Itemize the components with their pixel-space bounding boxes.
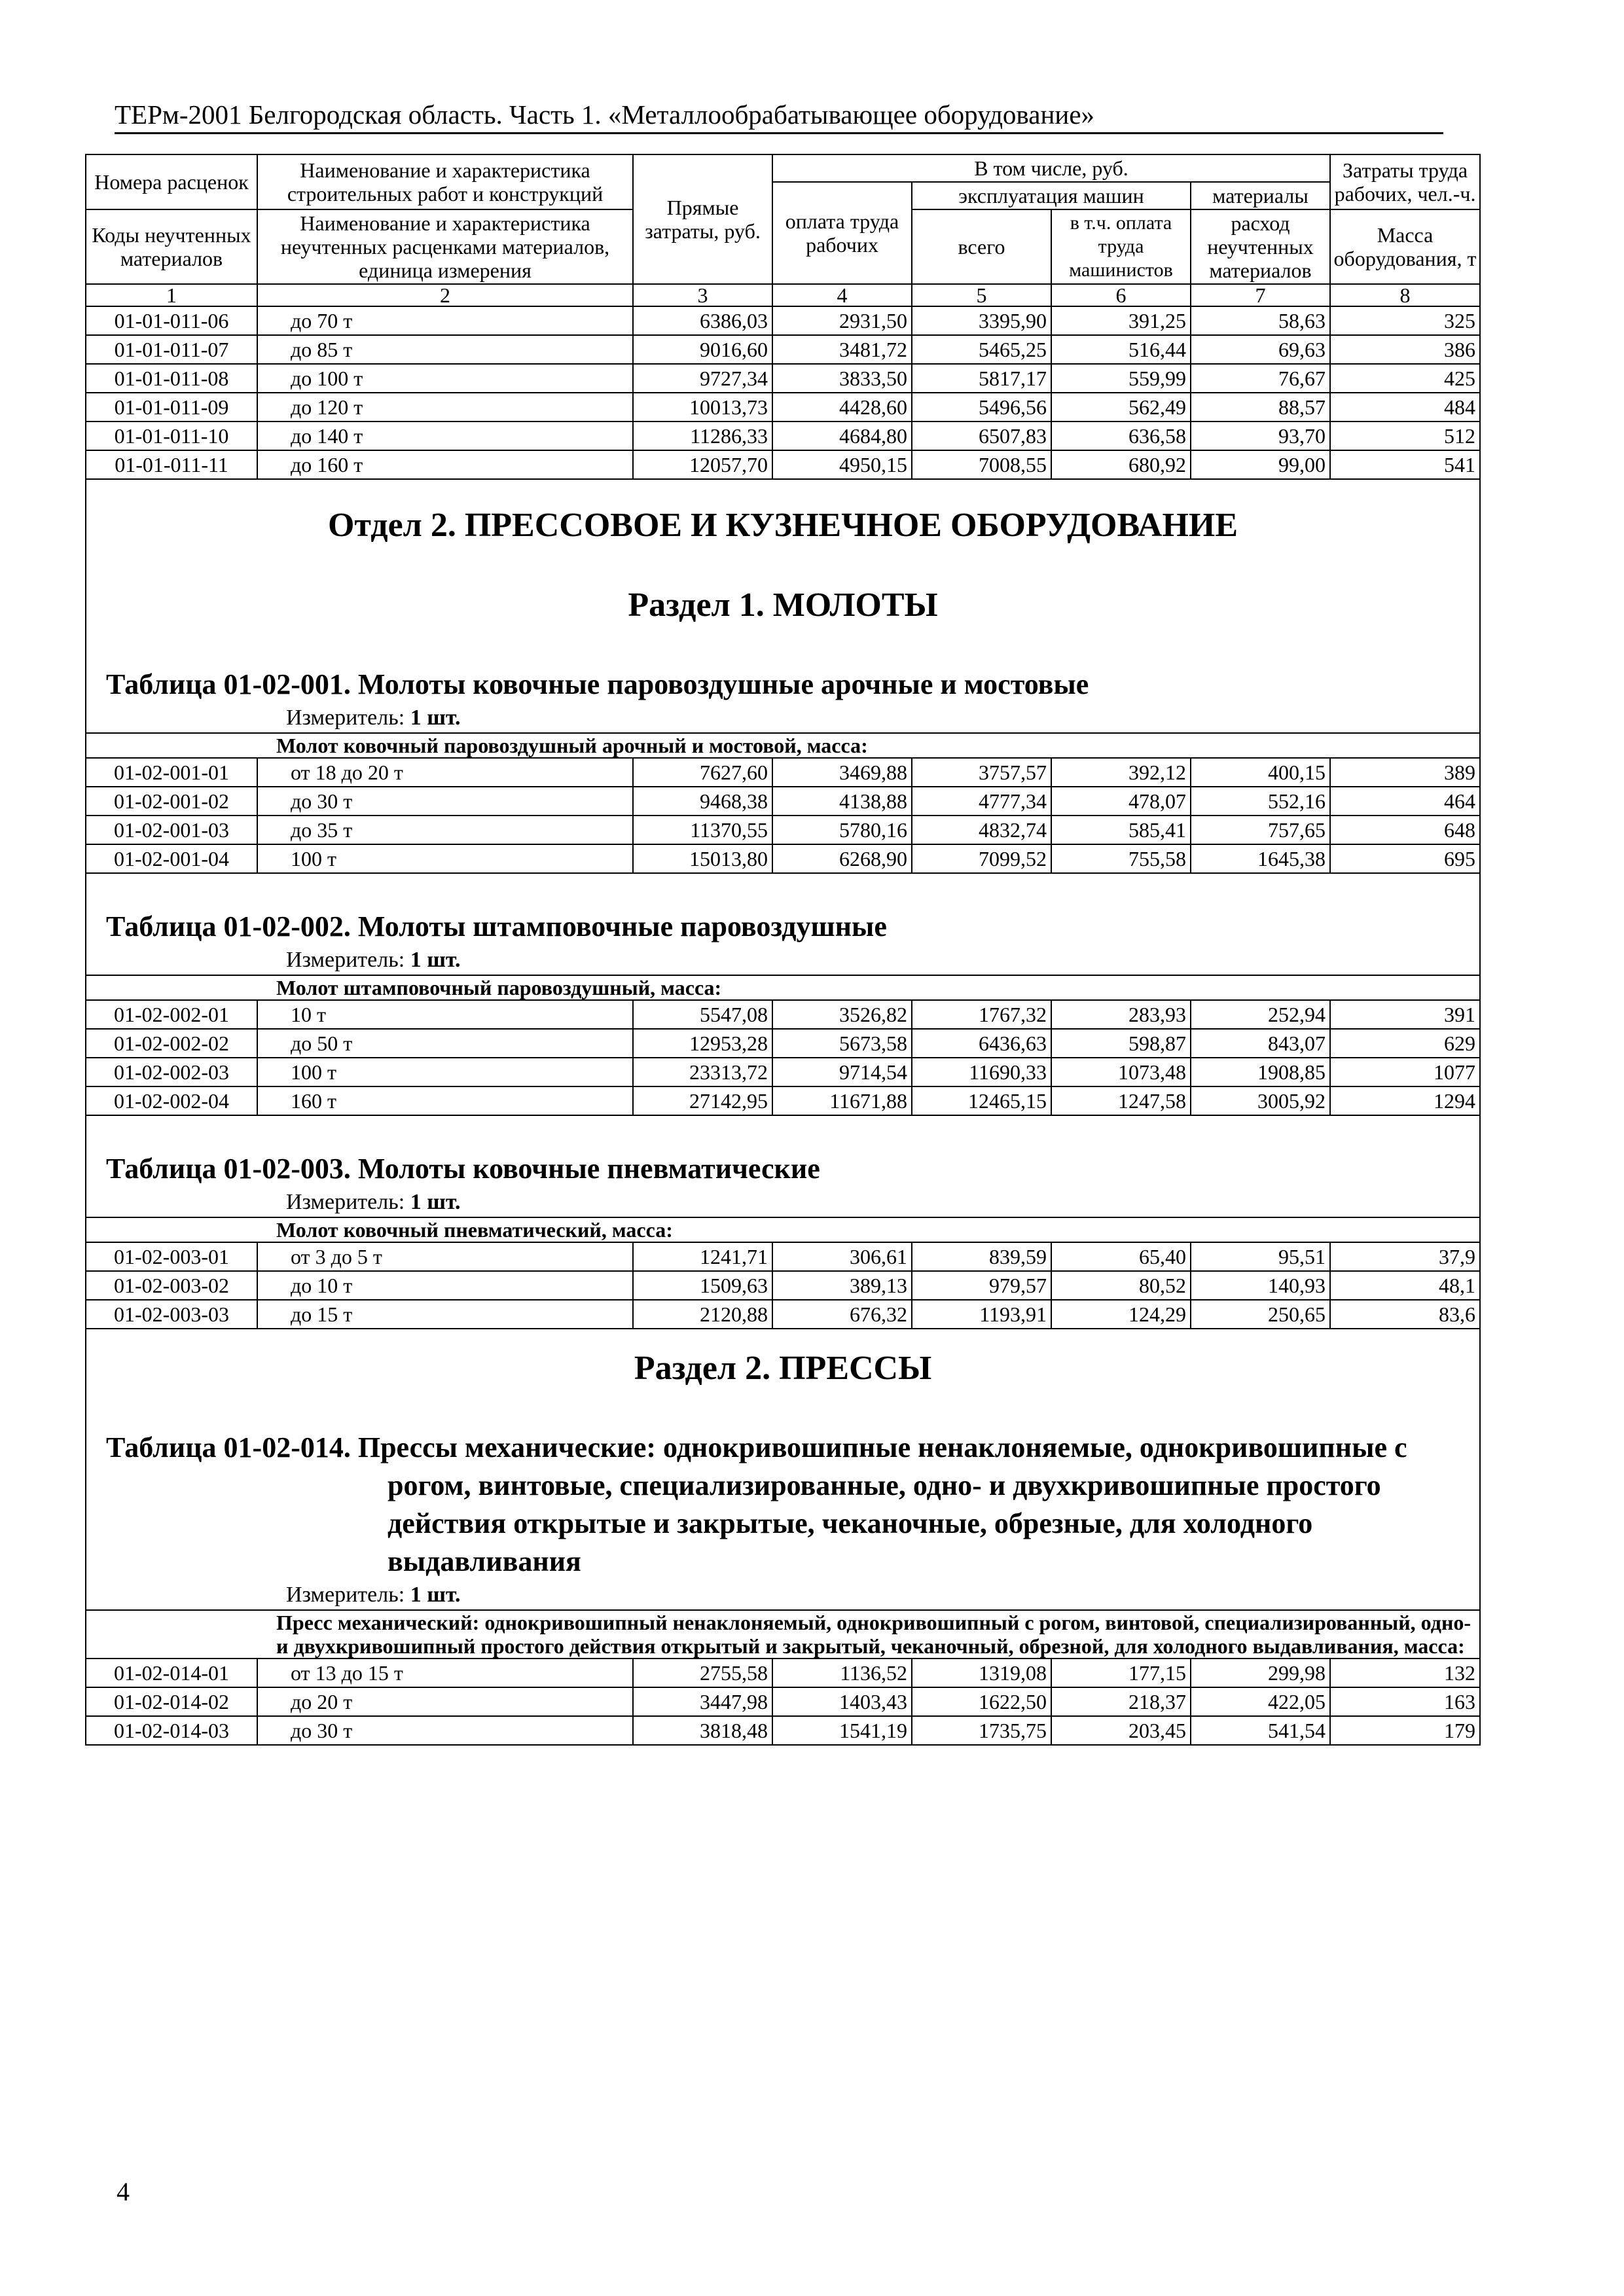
header-material-codes: Коды неучтенных материалов: [86, 209, 257, 284]
machines-total: 1193,91: [912, 1300, 1051, 1329]
direct-costs: 9016,60: [633, 335, 772, 364]
rate-code: 01-02-001-02: [86, 787, 257, 816]
direct-costs: 10013,73: [633, 393, 772, 422]
machinist-pay: 1247,58: [1051, 1086, 1191, 1115]
group-row: [86, 1610, 1480, 1659]
worker-pay: 3481,72: [772, 335, 912, 364]
rate-code: 01-01-011-09: [86, 393, 257, 422]
table-row: [86, 393, 1480, 422]
group-name: Пресс механический: однокривошипный ненаклоняемый, однокривошипный с рогом, винтовой, специализированный, одно- и двухкривошипный простого действия открытый и закрытый, чеканочный, обрезной, для холодного выдавливания, масса:: [86, 1610, 1480, 1659]
rate-code: 01-02-014-03: [86, 1716, 257, 1745]
machines-total: 839,59: [912, 1242, 1051, 1271]
rate-name: до 30 т: [257, 1716, 633, 1745]
rate-code: 01-02-003-01: [86, 1242, 257, 1271]
table-row: [86, 1271, 1480, 1300]
labor-or-mass: 163: [1330, 1687, 1480, 1716]
rate-code: 01-02-002-03: [86, 1058, 257, 1086]
labor-or-mass: 37,9: [1330, 1242, 1480, 1271]
machinist-pay: 559,99: [1051, 364, 1191, 393]
measure-line: [99, 1581, 1466, 1609]
column-numbers-row: [86, 284, 1480, 306]
direct-costs: 11370,55: [633, 816, 772, 844]
header-machines-total: всего: [912, 209, 1051, 284]
header-worker-pay: оплата труда рабочих: [772, 182, 912, 284]
materials-cost: 422,05: [1191, 1687, 1330, 1716]
materials-cost: 140,93: [1191, 1271, 1330, 1300]
worker-pay: 1136,52: [772, 1659, 912, 1687]
group-name: Молот ковочный паровоздушный арочный и мостовой, масса:: [86, 733, 1480, 758]
machinist-pay: 680,92: [1051, 450, 1191, 479]
materials-cost: 552,16: [1191, 787, 1330, 816]
rate-code: 01-01-011-10: [86, 422, 257, 450]
worker-pay: 1541,19: [772, 1716, 912, 1745]
rate-name: до 30 т: [257, 787, 633, 816]
worker-pay: 3833,50: [772, 364, 912, 393]
header-labor-costs: Затраты труда рабочих, чел.-ч.: [1330, 154, 1480, 209]
rate-code: 01-02-003-03: [86, 1300, 257, 1329]
machinist-pay: 562,49: [1051, 393, 1191, 422]
direct-costs: 15013,80: [633, 844, 772, 873]
rows-01-02-001: [86, 758, 1480, 873]
materials-cost: 99,00: [1191, 450, 1330, 479]
labor-or-mass: 389: [1330, 758, 1480, 787]
rate-name: до 85 т: [257, 335, 633, 364]
direct-costs: 3447,98: [633, 1687, 772, 1716]
labor-or-mass: 391: [1330, 1000, 1480, 1029]
rates-table-frame: [85, 154, 1479, 1746]
worker-pay: 11671,88: [772, 1086, 912, 1115]
machinist-pay: 80,52: [1051, 1271, 1191, 1300]
materials-cost: 1908,85: [1191, 1058, 1330, 1086]
worker-pay: 5780,16: [772, 816, 912, 844]
direct-costs: 7627,60: [633, 758, 772, 787]
rate-name: от 13 до 15 т: [257, 1659, 633, 1687]
worker-pay: 4950,15: [772, 450, 912, 479]
table-row: [86, 1300, 1480, 1329]
table-row: [86, 1659, 1480, 1687]
section-heading-row: [86, 1329, 1480, 1610]
header-including: В том числе, руб.: [772, 154, 1330, 182]
rate-code: 01-02-002-02: [86, 1029, 257, 1058]
machines-total: 1622,50: [912, 1687, 1051, 1716]
machinist-pay: 203,45: [1051, 1716, 1191, 1745]
direct-costs: 23313,72: [633, 1058, 772, 1086]
materials-cost: 250,65: [1191, 1300, 1330, 1329]
machines-total: 12465,15: [912, 1086, 1051, 1115]
table-row: [86, 306, 1480, 335]
rate-code: 01-01-011-06: [86, 306, 257, 335]
labor-or-mass: 48,1: [1330, 1271, 1480, 1300]
machines-total: 4832,74: [912, 816, 1051, 844]
rate-code: 01-01-011-07: [86, 335, 257, 364]
labor-or-mass: 695: [1330, 844, 1480, 873]
labor-or-mass: 648: [1330, 816, 1480, 844]
table-row: [86, 1029, 1480, 1058]
materials-cost: 299,98: [1191, 1659, 1330, 1687]
labor-or-mass: 1294: [1330, 1086, 1480, 1115]
labor-or-mass: 629: [1330, 1029, 1480, 1058]
table-row: [86, 1086, 1480, 1115]
rate-code: 01-02-003-02: [86, 1271, 257, 1300]
column-number: 2: [257, 284, 633, 306]
machines-total: 979,57: [912, 1271, 1051, 1300]
table-row: [86, 1000, 1480, 1029]
group-row: [86, 1217, 1480, 1242]
labor-or-mass: 484: [1330, 393, 1480, 422]
rate-code: 01-02-014-02: [86, 1687, 257, 1716]
direct-costs: 2755,58: [633, 1659, 772, 1687]
rate-name: 100 т: [257, 1058, 633, 1086]
machines-total: 3395,90: [912, 306, 1051, 335]
group-name: Молот штамповочный паровоздушный, масса:: [86, 975, 1480, 1000]
materials-cost: 1645,38: [1191, 844, 1330, 873]
section-title: Раздел 1. МОЛОТЫ: [628, 586, 938, 624]
worker-pay: 3526,82: [772, 1000, 912, 1029]
direct-costs: 9727,34: [633, 364, 772, 393]
machines-total: 5465,25: [912, 335, 1051, 364]
machinist-pay: 636,58: [1051, 422, 1191, 450]
page-number: 4: [117, 2177, 130, 2206]
worker-pay: 3469,88: [772, 758, 912, 787]
machinist-pay: 1073,48: [1051, 1058, 1191, 1086]
machines-total: 4777,34: [912, 787, 1051, 816]
direct-costs: 27142,95: [633, 1086, 772, 1115]
column-number: 7: [1191, 284, 1330, 306]
section-heading-row: [86, 479, 1480, 733]
materials-cost: 3005,92: [1191, 1086, 1330, 1115]
rate-name: до 50 т: [257, 1029, 633, 1058]
materials-cost: 252,94: [1191, 1000, 1330, 1029]
machines-total: 7099,52: [912, 844, 1051, 873]
table-row: [86, 844, 1480, 873]
direct-costs: 12057,70: [633, 450, 772, 479]
rate-name: 10 т: [257, 1000, 633, 1029]
header-materials: материалы: [1191, 182, 1330, 209]
header-work-name: Наименование и характеристика строительных работ и конструкций: [257, 154, 633, 209]
column-number: 1: [86, 284, 257, 306]
materials-cost: 95,51: [1191, 1242, 1330, 1271]
machinist-pay: 283,93: [1051, 1000, 1191, 1029]
table-title: Таблица 01-02-003. Молоты ковочные пневматические: [106, 1153, 820, 1185]
rate-name: до 70 т: [257, 306, 633, 335]
machines-total: 6436,63: [912, 1029, 1051, 1058]
labor-or-mass: 512: [1330, 422, 1480, 450]
rate-name: до 15 т: [257, 1300, 633, 1329]
materials-cost: 69,63: [1191, 335, 1330, 364]
header-material-name: Наименование и характеристика неучтенных расценками материалов, единица измерения: [257, 209, 633, 284]
table-row: [86, 816, 1480, 844]
worker-pay: 5673,58: [772, 1029, 912, 1058]
rate-name: до 140 т: [257, 422, 633, 450]
table-title: Таблица 01-02-014. Прессы механические: однокривошипные ненаклоняемые, однокривошипные с рогом, винтовые, специализированные, одно- и двухкривошипные простого действия открытые и закрытые, чеканочные, обрезные, для холодного выдавливания: [106, 1431, 1407, 1577]
header-equipment-mass: Масса оборудования, т: [1330, 209, 1480, 284]
table-row: [86, 1058, 1480, 1086]
rate-code: 01-02-014-01: [86, 1659, 257, 1687]
materials-cost: 93,70: [1191, 422, 1330, 450]
materials-cost: 541,54: [1191, 1716, 1330, 1745]
group-row: [86, 975, 1480, 1000]
materials-cost: 400,15: [1191, 758, 1330, 787]
machinist-pay: 516,44: [1051, 335, 1191, 364]
worker-pay: 2931,50: [772, 306, 912, 335]
table-row: [86, 787, 1480, 816]
labor-or-mass: 1077: [1330, 1058, 1480, 1086]
labor-or-mass: 179: [1330, 1716, 1480, 1745]
worker-pay: 389,13: [772, 1271, 912, 1300]
labor-or-mass: 541: [1330, 450, 1480, 479]
rate-code: 01-02-001-01: [86, 758, 257, 787]
rows-01-02-014: [86, 1659, 1480, 1745]
rows-01-01-011: [86, 306, 1480, 479]
measure-unit: 1 шт.: [410, 706, 461, 730]
labor-or-mass: 132: [1330, 1659, 1480, 1687]
measure-line: [99, 1188, 1466, 1217]
rate-name: до 120 т: [257, 393, 633, 422]
direct-costs: 2120,88: [633, 1300, 772, 1329]
materials-cost: 757,65: [1191, 816, 1330, 844]
direct-costs: 11286,33: [633, 422, 772, 450]
labor-or-mass: 464: [1330, 787, 1480, 816]
rate-name: от 18 до 20 т: [257, 758, 633, 787]
rate-name: до 160 т: [257, 450, 633, 479]
measure-line: [99, 946, 1466, 975]
table-row: [86, 364, 1480, 393]
rate-name: до 10 т: [257, 1271, 633, 1300]
machinist-pay: 177,15: [1051, 1659, 1191, 1687]
direct-costs: 5547,08: [633, 1000, 772, 1029]
measure-label: Измеритель:: [286, 706, 410, 730]
section-title: Раздел 2. ПРЕССЫ: [634, 1350, 932, 1387]
rows-01-02-003: [86, 1242, 1480, 1329]
header-rate-numbers: Номера расценок: [86, 154, 257, 209]
measure-line: [99, 704, 1466, 732]
department-title: Отдел 2. ПРЕССОВОЕ И КУЗНЕЧНОЕ ОБОРУДОВАНИЕ: [327, 507, 1238, 544]
worker-pay: 6268,90: [772, 844, 912, 873]
rate-name: до 35 т: [257, 816, 633, 844]
direct-costs: 6386,03: [633, 306, 772, 335]
labor-or-mass: 83,6: [1330, 1300, 1480, 1329]
rate-code: 01-01-011-11: [86, 450, 257, 479]
machines-total: 1767,32: [912, 1000, 1051, 1029]
measure-unit: 1 шт.: [410, 948, 461, 972]
table-row: [86, 335, 1480, 364]
machinist-pay: 598,87: [1051, 1029, 1191, 1058]
rates-table: [85, 154, 1481, 1746]
table-row: [86, 422, 1480, 450]
table-row: [86, 1687, 1480, 1716]
materials-cost: 843,07: [1191, 1029, 1330, 1058]
labor-or-mass: 325: [1330, 306, 1480, 335]
column-number: 5: [912, 284, 1051, 306]
rows-01-02-002: [86, 1000, 1480, 1115]
machinist-pay: 392,12: [1051, 758, 1191, 787]
materials-cost: 88,57: [1191, 393, 1330, 422]
machinist-pay: 65,40: [1051, 1242, 1191, 1271]
direct-costs: 9468,38: [633, 787, 772, 816]
machinist-pay: 391,25: [1051, 306, 1191, 335]
rate-name: до 100 т: [257, 364, 633, 393]
table-row: [86, 450, 1480, 479]
worker-pay: 9714,54: [772, 1058, 912, 1086]
machines-total: 11690,33: [912, 1058, 1051, 1086]
worker-pay: 676,32: [772, 1300, 912, 1329]
worker-pay: 4428,60: [772, 393, 912, 422]
table-row: [86, 758, 1480, 787]
machinist-pay: 218,37: [1051, 1687, 1191, 1716]
machines-total: 1319,08: [912, 1659, 1051, 1687]
rate-code: 01-02-002-04: [86, 1086, 257, 1115]
direct-costs: 1509,63: [633, 1271, 772, 1300]
machines-total: 5496,56: [912, 393, 1051, 422]
rate-name: 160 т: [257, 1086, 633, 1115]
direct-costs: 1241,71: [633, 1242, 772, 1271]
header-unaccounted-materials: расход неучтенных материалов: [1191, 209, 1330, 284]
measure-label: Измеритель:: [286, 1583, 410, 1607]
rate-name: до 20 т: [257, 1687, 633, 1716]
machines-total: 7008,55: [912, 450, 1051, 479]
worker-pay: 4684,80: [772, 422, 912, 450]
rate-code: 01-01-011-08: [86, 364, 257, 393]
labor-or-mass: 425: [1330, 364, 1480, 393]
rate-name: 100 т: [257, 844, 633, 873]
table-heading-row: [86, 873, 1480, 975]
worker-pay: 4138,88: [772, 787, 912, 816]
header-machinist-pay: в т.ч. оплата труда машинистов: [1051, 209, 1191, 284]
machines-total: 5817,17: [912, 364, 1051, 393]
measure-label: Измеритель:: [286, 948, 410, 972]
running-head: ТЕРм-2001 Белгородская область. Часть 1. «Металлообрабатывающее оборудование»: [115, 98, 1443, 134]
machinist-pay: 478,07: [1051, 787, 1191, 816]
table-heading-row: [86, 1115, 1480, 1217]
measure-unit: 1 шт.: [410, 1190, 461, 1214]
machines-total: 6507,83: [912, 422, 1051, 450]
worker-pay: 306,61: [772, 1242, 912, 1271]
measure-unit: 1 шт.: [410, 1583, 461, 1607]
table-row: [86, 1716, 1480, 1745]
materials-cost: 76,67: [1191, 364, 1330, 393]
rate-code: 01-02-002-01: [86, 1000, 257, 1029]
machinist-pay: 755,58: [1051, 844, 1191, 873]
measure-label: Измеритель:: [286, 1190, 410, 1214]
direct-costs: 3818,48: [633, 1716, 772, 1745]
rate-name: от 3 до 5 т: [257, 1242, 633, 1271]
machinist-pay: 585,41: [1051, 816, 1191, 844]
machinist-pay: 124,29: [1051, 1300, 1191, 1329]
column-number: 4: [772, 284, 912, 306]
column-number: 6: [1051, 284, 1191, 306]
header-direct-costs: Прямые затраты, руб.: [633, 154, 772, 284]
labor-or-mass: 386: [1330, 335, 1480, 364]
group-row: [86, 733, 1480, 758]
machines-total: 3757,57: [912, 758, 1051, 787]
group-name: Молот ковочный пневматический, масса:: [86, 1217, 1480, 1242]
header-machine-operation: эксплуатация машин: [912, 182, 1191, 209]
table-title: Таблица 01-02-001. Молоты ковочные паровоздушные арочные и мостовые: [106, 668, 1089, 700]
header-row-1: [86, 154, 1480, 182]
rate-code: 01-02-001-04: [86, 844, 257, 873]
direct-costs: 12953,28: [633, 1029, 772, 1058]
rate-code: 01-02-001-03: [86, 816, 257, 844]
table-row: [86, 1242, 1480, 1271]
column-number: 8: [1330, 284, 1480, 306]
table-title: Таблица 01-02-002. Молоты штамповочные паровоздушные: [106, 910, 887, 942]
machines-total: 1735,75: [912, 1716, 1051, 1745]
materials-cost: 58,63: [1191, 306, 1330, 335]
column-number: 3: [633, 284, 772, 306]
worker-pay: 1403,43: [772, 1687, 912, 1716]
